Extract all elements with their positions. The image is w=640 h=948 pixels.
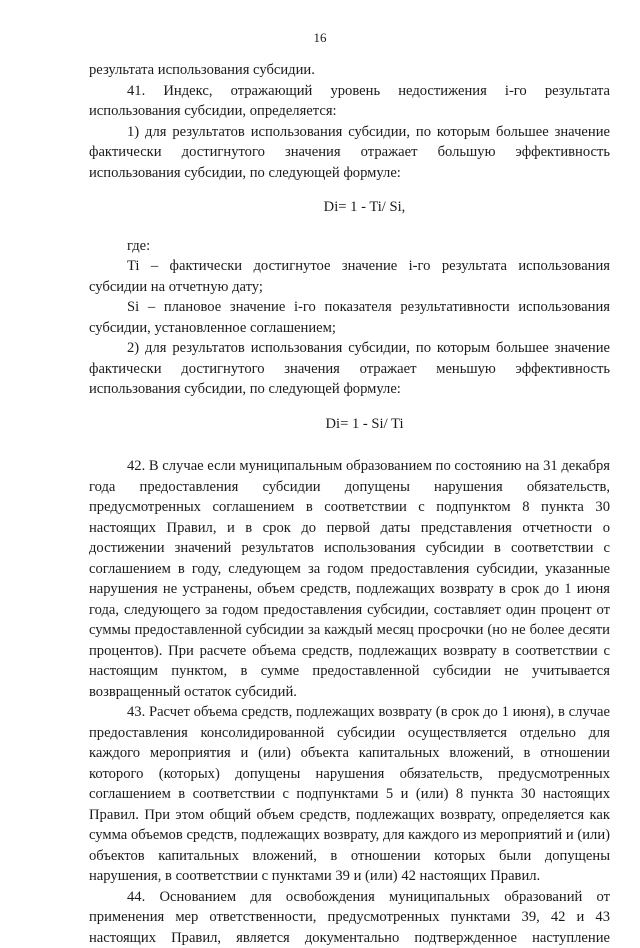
formula-1: Di= 1 - Ti/ Si, xyxy=(89,197,610,218)
paragraph-44: 44. Основанием для освобождения муниципальных образований от применения мер ответственности, предусмотренных пунктами 39, 42 и 43 настоящих Правил, является документально подтвержденное наступление xyxy=(89,887,610,948)
paragraph-42: 42. В случае если муниципальным образованием по состоянию на 31 декабря года предоставления субсидии допущены нарушения обязательств, предусмотренных соглашением в соответствии с подпунктом 8 пункта 30 настоящих Правил, и в срок до первой даты представления отчетности о достижении значений результатов использования субсидии в соответствии с соглашением в году, следующем за годом предоставления субсидии, указанные нарушения не устранены, объем средств, подлежащих возврату в срок до 1 июня года, следующего за годом предоставления субсидии, составляет один процент от суммы предоставленной субсидии за каждый месяц просрочки (но не более десяти процентов). При расчете объема средств, подлежащих возврату в соответствии с настоящим пунктом, в сумме предоставленной субсидии не учитывается возвращенный остаток субсидий. xyxy=(89,456,610,702)
where-label: где: xyxy=(89,236,610,257)
page-number: 16 xyxy=(0,30,640,46)
document-body xyxy=(89,60,610,948)
paragraph-43: 43. Расчет объема средств, подлежащих возврату (в срок до 1 июня), в случае предоставления консолидированной субсидии осуществляется отдельно для каждого мероприятия и (или) объекта капитальных вложений, в отношении которого (которых) допущены нарушения обязательств, предусмотренных соглашением в соответствии с подпунктами 5 и (или) 8 пункта 30 настоящих Правил. При этом общий объем средств, подлежащих возврату, определяется как сумма объемов средств, подлежащих возврату, для каждого из мероприятий и (или) объектов капитальных вложений, в отношении которых были допущены нарушения, в соответствии с пунктами 39 и (или) 42 настоящих Правил. xyxy=(89,702,610,887)
ti-definition: Ti – фактически достигнутое значение i-го результата использования субсидии на отчетную дату; xyxy=(89,256,610,297)
paragraph-41-subitem-1: 1) для результатов использования субсидии, по которым большее значение фактически достигнутого значения отражает большую эффективность использования субсидии, по следующей формуле: xyxy=(89,122,610,184)
formula-2: Di= 1 - Si/ Ti xyxy=(89,414,610,435)
si-definition: Si – плановое значение i-го показателя результативности использования субсидии, установленное соглашением; xyxy=(89,297,610,338)
paragraph-continuation: результата использования субсидии. xyxy=(89,60,610,81)
paragraph-41-subitem-2: 2) для результатов использования субсидии, по которым большее значение фактически достигнутого значения отражает меньшую эффективность использования субсидии, по следующей формуле: xyxy=(89,338,610,400)
paragraph-41: 41. Индекс, отражающий уровень недостижения i-го результата использования субсидии, определяется: xyxy=(89,81,610,122)
